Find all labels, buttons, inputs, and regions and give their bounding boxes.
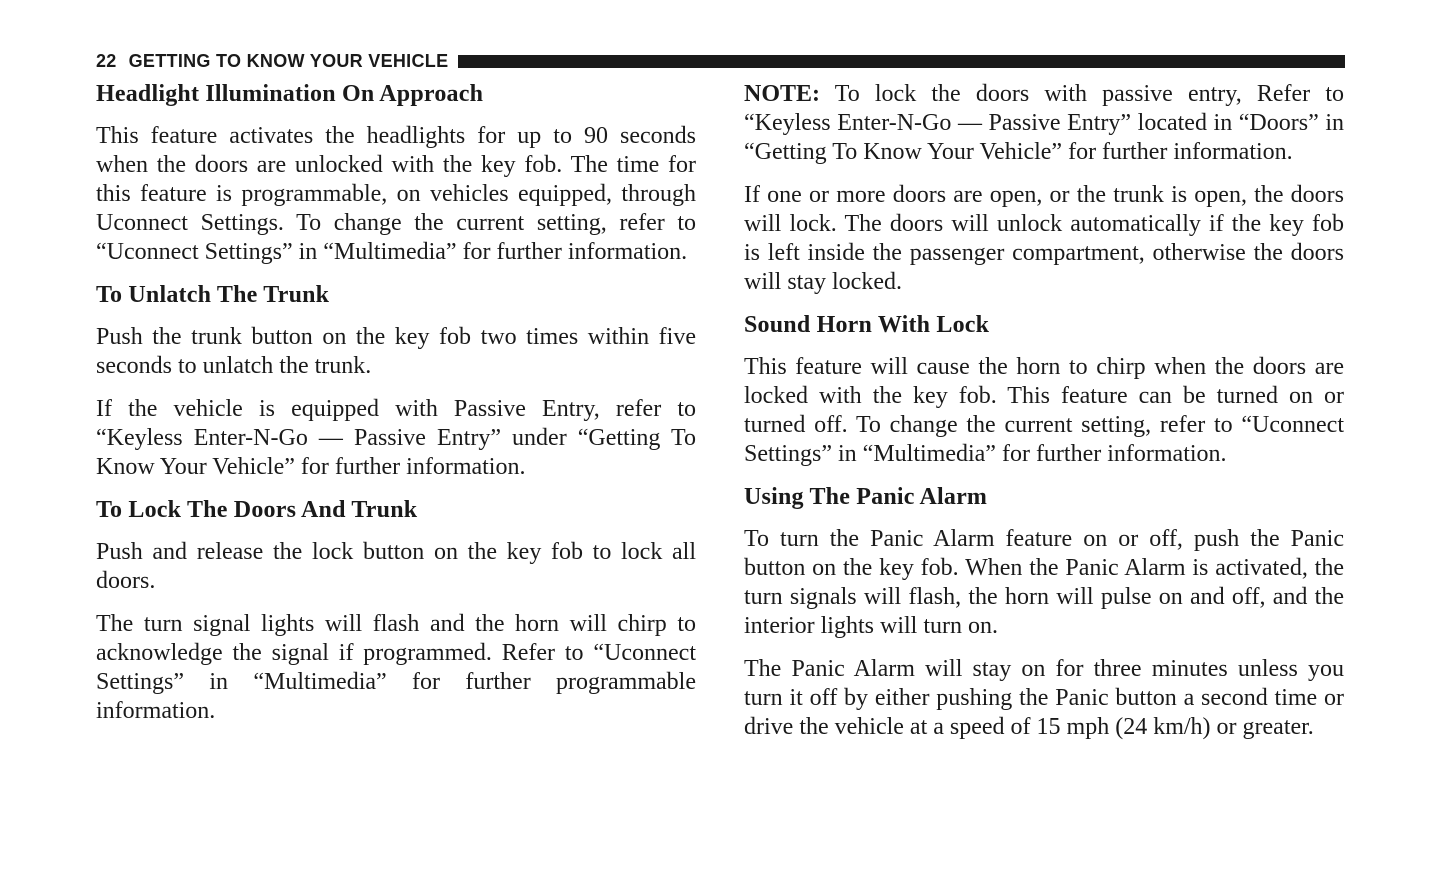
header-rule bbox=[458, 55, 1345, 68]
horn-paragraph: This feature will cause the horn to chirp when the doors are locked with the key fob. This feature can be turned on or turned off. To change the current setting, refer to “Uconnect Settings” in “Multimedia” for further information. bbox=[744, 354, 1344, 467]
right-column bbox=[744, 80, 1344, 756]
passive-entry-paragraph: If the vehicle is equipped with Passive Entry, refer to “Keyless Enter-N-Go — Passive Entry” under “Getting To Know Your Vehicle” for further information. bbox=[96, 396, 696, 480]
note-text: To lock the doors with passive entry, Refer to “Keyless Enter-N-Go — Passive Entry” located in “Doors” in “Getting To Know Your Vehicle” for further information. bbox=[744, 81, 1344, 165]
panic-paragraph-2: The Panic Alarm will stay on for three minutes unless you turn it off by either pushing the Panic button a second time or drive the vehicle at a speed of 15 mph (24 km/h) or greater. bbox=[744, 656, 1344, 740]
headlight-paragraph: This feature activates the headlights for up to 90 seconds when the doors are unlocked with the key fob. The time for this feature is programmable, on vehicles equipped, through Uconnect Settings. To change the current setting, refer to “Uconnect Settings” in “Multimedia” for further information. bbox=[96, 123, 696, 265]
turn-signal-paragraph: The turn signal lights will flash and the horn will chirp to acknowledge the signal if programmed. Refer to “Uconnect Settings” in “Multimedia” for further programmable information. bbox=[96, 611, 696, 724]
horn-heading: Sound Horn With Lock bbox=[744, 312, 990, 338]
lock-paragraph: Push and release the lock button on the key fob to lock all doors. bbox=[96, 539, 696, 594]
section-title: GETTING TO KNOW YOUR VEHICLE bbox=[128, 50, 449, 71]
panic-paragraph-1: To turn the Panic Alarm feature on or off, push the Panic button on the key fob. When the Panic Alarm is activated, the turn signals will flash, the horn will pulse on and off, and the interior lights will turn on. bbox=[744, 526, 1344, 639]
lock-heading: To Lock The Doors And Trunk bbox=[96, 497, 418, 523]
panic-heading: Using The Panic Alarm bbox=[744, 484, 988, 510]
note-label: NOTE: bbox=[744, 81, 821, 107]
left-column bbox=[96, 80, 696, 740]
trunk-heading: To Unlatch The Trunk bbox=[96, 282, 330, 308]
page-header bbox=[96, 50, 1345, 72]
page-number: 22 bbox=[96, 50, 117, 71]
headlight-heading: Headlight Illumination On Approach bbox=[96, 81, 484, 107]
doors-open-paragraph: If one or more doors are open, or the trunk is open, the doors will lock. The doors will unlock automatically if the key fob is left inside the passenger compartment, otherwise the doors will stay locked. bbox=[744, 182, 1344, 295]
note-paragraph bbox=[744, 80, 1344, 167]
trunk-paragraph: Push the trunk button on the key fob two times within five seconds to unlatch the trunk. bbox=[96, 324, 696, 379]
